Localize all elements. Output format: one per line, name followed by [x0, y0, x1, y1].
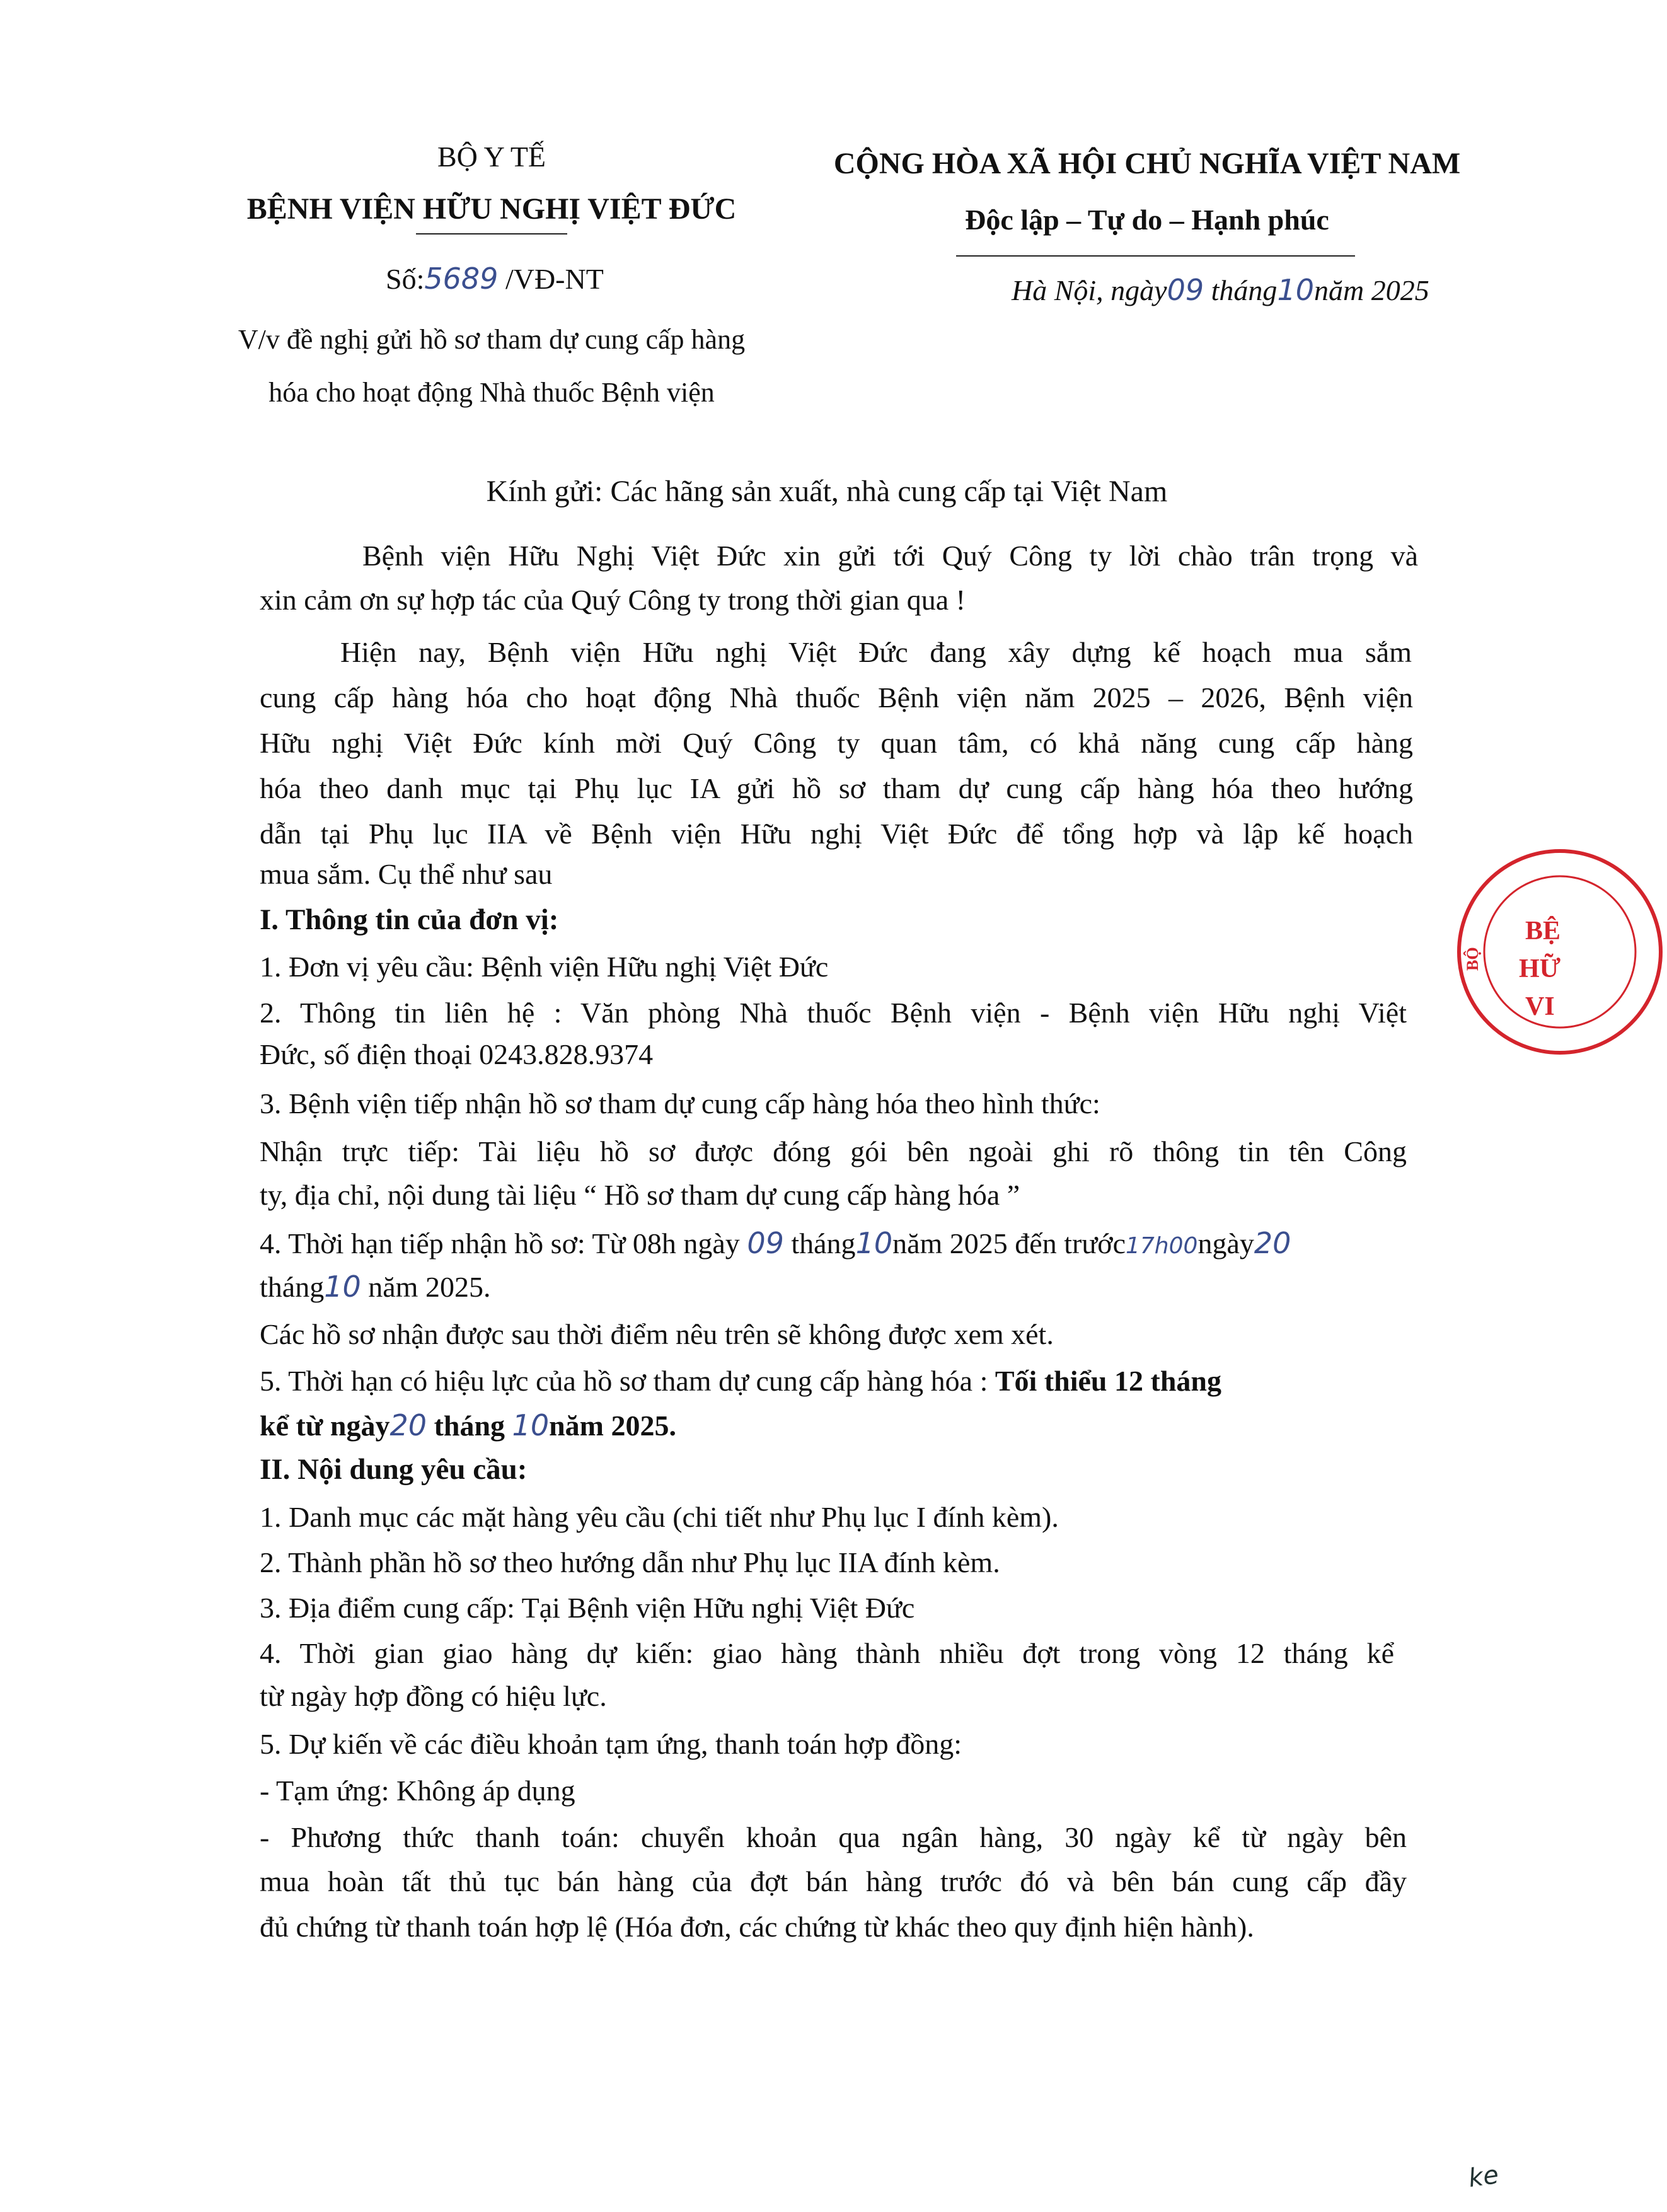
section2-heading: II. Nội dung yêu cầu:: [260, 1453, 528, 1486]
subject-line-2: hóa cho hoạt động Nhà thuốc Bệnh viện: [268, 377, 715, 408]
item5-day-handwritten: 20: [389, 1408, 427, 1442]
item4-text-e: tháng: [260, 1271, 325, 1303]
section1-item5-line2: [260, 1408, 676, 1442]
intro-p2-line5: dẫn tại Phụ lục IIA về Bệnh viện Hữu nghị Việt Đức để tổng hợp và lập kế hoạch: [260, 818, 1413, 850]
intro-p2-line2: cung cấp hàng hóa cho hoạt động Nhà thuốc Bệnh viện năm 2025 – 2026, Bệnh viện: [260, 681, 1413, 714]
item4-text-b: tháng: [783, 1227, 856, 1259]
item5-month-handwritten: 10: [512, 1408, 550, 1442]
number-suffix: /VĐ-NT: [498, 263, 604, 295]
number-handwritten: 5689: [424, 262, 499, 296]
item4-hour-handwritten: 17h00: [1126, 1233, 1198, 1259]
subject-line-1: V/v đề nghị gửi hồ sơ tham dự cung cấp hàng: [238, 324, 746, 355]
number-prefix: Số:: [386, 263, 425, 295]
intro-p1-line2: xin cảm ơn sự hợp tác của Quý Công ty trong thời gian qua !: [260, 584, 966, 616]
intro-p2-line4: hóa theo danh mục tại Phụ lục IA gửi hồ sơ tham dự cung cấp hàng hóa theo hướng: [260, 772, 1413, 804]
section2-item3: 3. Địa điểm cung cấp: Tại Bệnh viện Hữu nghị Việt Đức: [260, 1592, 915, 1624]
addressee: Kính gửi: Các hãng sản xuất, nhà cung cấp tại Việt Nam: [486, 475, 1168, 508]
section1-item3-line2: Nhận trực tiếp: Tài liệu hồ sơ được đóng gói bên ngoài ghi rõ thông tin tên Công: [260, 1135, 1407, 1167]
stamp-outer-ring: [1459, 851, 1661, 1053]
stamp-inner-ring: [1484, 876, 1635, 1028]
item5-text-a: 5. Thời hạn có hiệu lực của hồ sơ tham dự cung cấp hàng hóa :: [260, 1365, 995, 1397]
section1-item1: 1. Đơn vị yêu cầu: Bệnh viện Hữu nghị Việt Đức: [260, 951, 829, 983]
handwritten-initials: ke: [1467, 2160, 1501, 2194]
item4-text-a: 4. Thời hạn tiếp nhận hồ sơ: Từ 08h ngày: [260, 1227, 747, 1259]
country-name: CỘNG HÒA XÃ HỘI CHỦ NGHĨA VIỆT NAM: [833, 147, 1461, 180]
hospital-underline: [416, 233, 567, 235]
motto-underline: [956, 255, 1355, 257]
item4-text-d: ngày: [1197, 1227, 1254, 1259]
date-month-label: tháng: [1204, 274, 1278, 306]
stamp-text-3: VI: [1525, 992, 1555, 1021]
stamp-side-text: BỘ: [1463, 947, 1482, 971]
date-year: năm 2025: [1313, 274, 1429, 306]
item4-month-handwritten: 10: [855, 1226, 893, 1260]
section1-item4-line2: [260, 1270, 490, 1304]
document-number: [386, 262, 604, 296]
section2-item1: 1. Danh mục các mặt hàng yêu cầu (chi tiết như Phụ lục I đính kèm).: [260, 1501, 1059, 1533]
section1-heading: I. Thông tin của đơn vị:: [260, 903, 559, 936]
section1-item4-note: Các hồ sơ nhận được sau thời điểm nêu trên sẽ không được xem xét.: [260, 1318, 1054, 1350]
item4-day-handwritten: 09: [747, 1226, 784, 1260]
intro-p2-line6: mua sắm. Cụ thể như sau: [260, 858, 553, 890]
date-place: Hà Nội, ngày: [1012, 274, 1167, 306]
section2-item5: 5. Dự kiến về các điều khoản tạm ứng, thanh toán hợp đồng:: [260, 1728, 962, 1760]
section2-payment-line2: mua hoàn tất thủ tục bán hàng của đợt bán hàng trước đó và bên bán cung cấp đầy: [260, 1865, 1407, 1897]
date-day-handwritten: 09: [1167, 273, 1204, 307]
section1-item2-line2: Đức, số điện thoại 0243.828.9374: [260, 1038, 654, 1070]
ministry-name: BỘ Y TẾ: [437, 141, 546, 173]
item5-bold-3: tháng: [427, 1410, 512, 1442]
official-stamp: [1453, 845, 1667, 1059]
section2-advance: - Tạm ứng: Không áp dụng: [260, 1775, 575, 1807]
section2-item4-line2: từ ngày hợp đồng có hiệu lực.: [260, 1680, 607, 1712]
section2-item4-line1: 4. Thời gian giao hàng dự kiến: giao hàng thành nhiều đợt trong vòng 12 tháng kể: [260, 1637, 1394, 1669]
item5-bold-2: kể từ ngày: [260, 1410, 390, 1442]
date-line: [1012, 273, 1429, 307]
section1-item5: [260, 1364, 1221, 1398]
intro-p2-line1: Hiện nay, Bệnh viện Hữu nghị Việt Đức đang xây dựng kế hoạch mua sắm: [340, 636, 1412, 668]
intro-p1-line1: Bệnh viện Hữu Nghị Việt Đức xin gửi tới Quý Công ty lời chào trân trọng và: [362, 540, 1418, 572]
item4-text-c: năm 2025 đến trước: [892, 1227, 1126, 1259]
item4-month2-handwritten: 10: [324, 1270, 361, 1304]
section1-item3: 3. Bệnh viện tiếp nhận hồ sơ tham dự cung cấp hàng hóa theo hình thức:: [260, 1087, 1100, 1120]
intro-p2-line3: Hữu nghị Việt Đức kính mời Quý Công ty quan tâm, có khả năng cung cấp hàng: [260, 727, 1413, 759]
item5-bold-1: Tối thiểu 12 tháng: [995, 1365, 1222, 1397]
date-month-handwritten: 10: [1277, 273, 1314, 307]
section2-payment-line1: - Phương thức thanh toán: chuyển khoản qua ngân hàng, 30 ngày kể từ ngày bên: [260, 1821, 1407, 1853]
stamp-text-1: BỆ: [1525, 917, 1561, 946]
item5-bold-4: năm 2025.: [549, 1410, 676, 1442]
section2-payment-line3: đủ chứng từ thanh toán hợp lệ (Hóa đơn, các chứng từ khác theo quy định hiện hành).: [260, 1911, 1254, 1943]
item4-text-f: năm 2025.: [361, 1271, 491, 1303]
hospital-name: BỆNH VIỆN HỮU NGHỊ VIỆT ĐỨC: [246, 192, 737, 226]
section1-item4: [260, 1226, 1291, 1260]
item4-day2-handwritten: 20: [1254, 1226, 1291, 1260]
stamp-text-2: HỮ: [1519, 954, 1561, 983]
section1-item2-line1: 2. Thông tin liên hệ : Văn phòng Nhà thuốc Bệnh viện - Bệnh viện Hữu nghị Việt: [260, 997, 1407, 1029]
section2-item2: 2. Thành phần hồ sơ theo hướng dẫn như Phụ lục IIA đính kèm.: [260, 1546, 1000, 1578]
section1-item3-line3: ty, địa chỉ, nội dung tài liệu “ Hồ sơ tham dự cung cấp hàng hóa ”: [260, 1179, 1020, 1211]
national-motto: Độc lập – Tự do – Hạnh phúc: [965, 204, 1329, 236]
